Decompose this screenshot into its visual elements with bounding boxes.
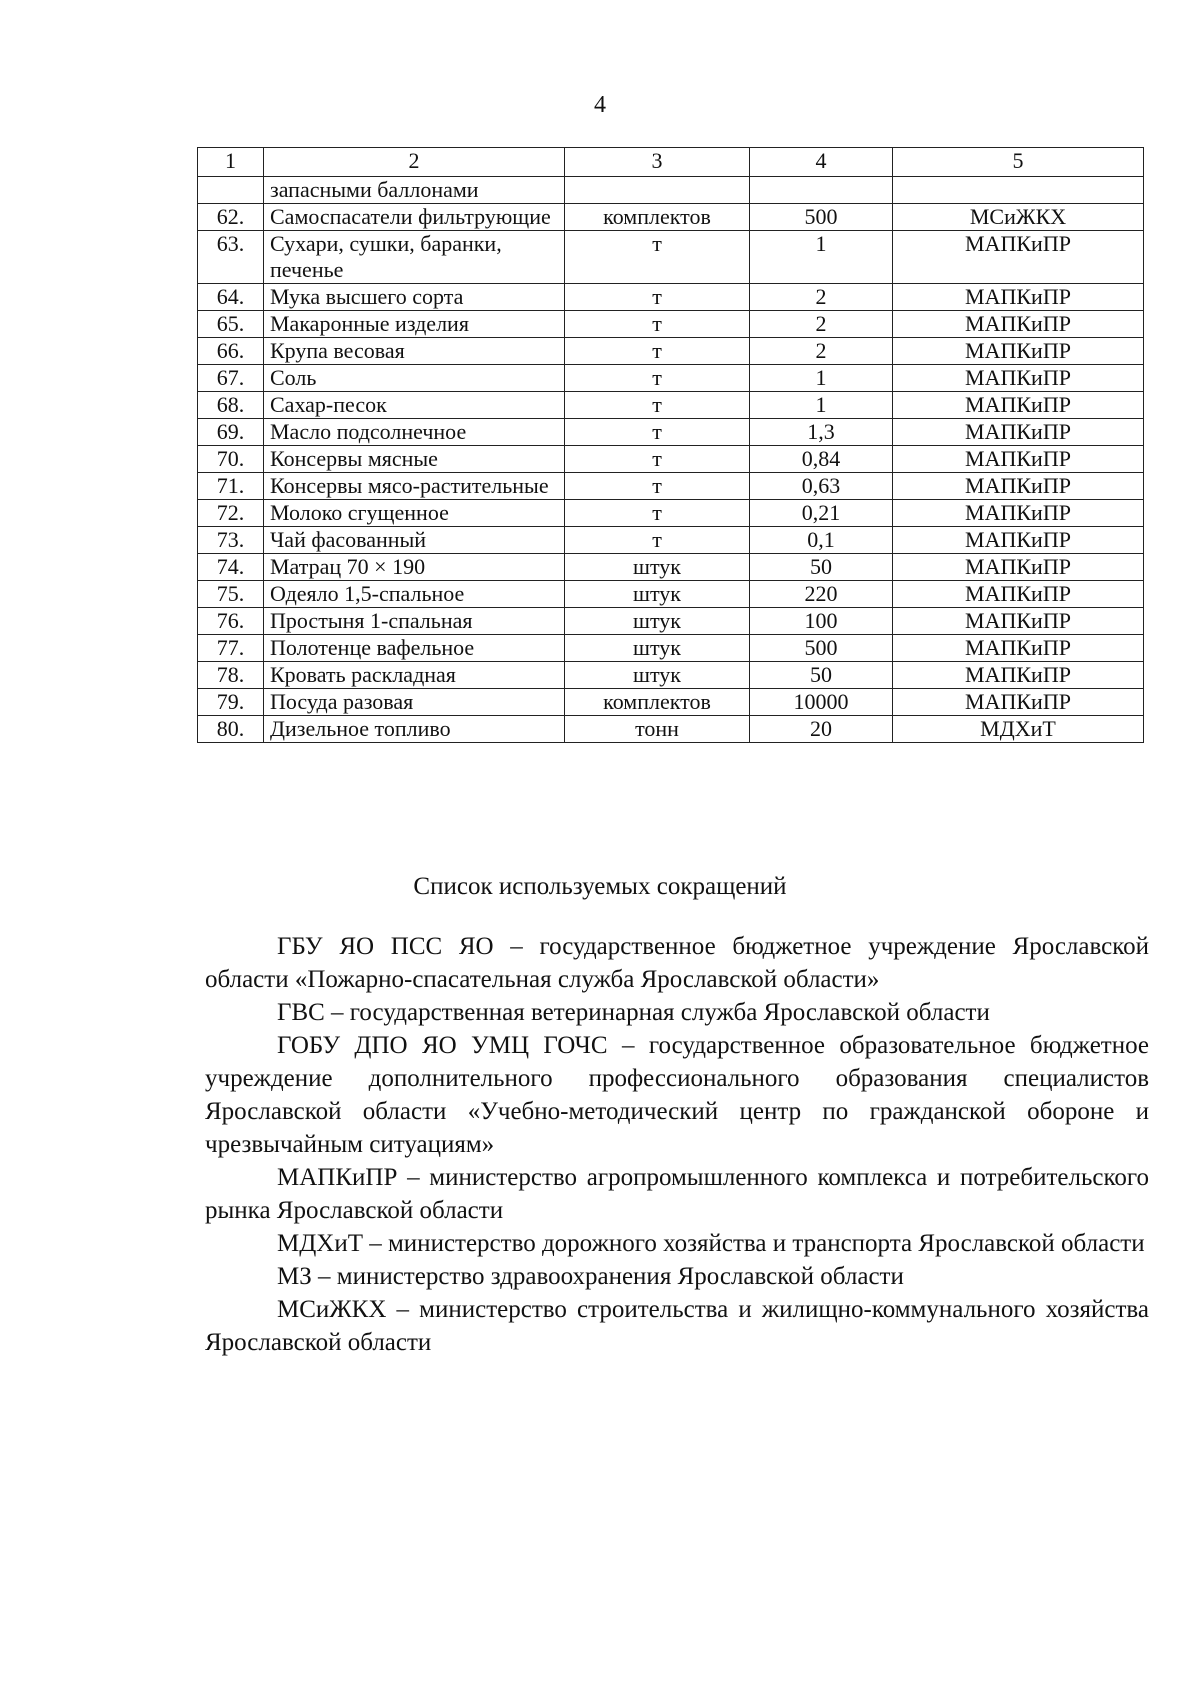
row-name: Самоспасатели фильтрующие xyxy=(264,204,565,231)
row-quantity: 50 xyxy=(750,662,893,689)
row-responsible: МАПКиПР xyxy=(893,365,1144,392)
table-row xyxy=(198,554,1144,581)
row-quantity: 0,1 xyxy=(750,527,893,554)
row-unit: штук xyxy=(565,608,750,635)
row-responsible: МАПКиПР xyxy=(893,527,1144,554)
row-unit: т xyxy=(565,527,750,554)
supplies-table xyxy=(197,147,1144,743)
row-unit: т xyxy=(565,500,750,527)
row-number: 76. xyxy=(198,608,264,635)
abbreviations-title: Список используемых сокращений xyxy=(413,873,787,900)
row-name: Консервы мясо-растительные xyxy=(264,473,565,500)
header-col-1: 1 xyxy=(198,148,264,177)
table-row xyxy=(198,500,1144,527)
row-number: 65. xyxy=(198,311,264,338)
row-name: Матрац 70 × 190 xyxy=(264,554,565,581)
row-quantity: 1 xyxy=(750,392,893,419)
abbreviation-item: МАПКиПР – министерство агропромышленного комплекса и потребительского рынка Ярославской области xyxy=(205,1164,1149,1224)
row-name: Соль xyxy=(264,365,565,392)
row-number: 67. xyxy=(198,365,264,392)
row-responsible: МАПКиПР xyxy=(893,446,1144,473)
table-row xyxy=(198,608,1144,635)
row-number: 64. xyxy=(198,284,264,311)
table-row xyxy=(198,284,1144,311)
table-row xyxy=(198,419,1144,446)
row-quantity: 20 xyxy=(750,716,893,743)
row-unit: т xyxy=(565,473,750,500)
table-row xyxy=(198,311,1144,338)
row-unit: штук xyxy=(565,581,750,608)
table-row xyxy=(198,365,1144,392)
row-responsible: МАПКиПР xyxy=(893,392,1144,419)
row-number: 79. xyxy=(198,689,264,716)
row-responsible: МДХиТ xyxy=(893,716,1144,743)
row-number: 77. xyxy=(198,635,264,662)
row-responsible: МАПКиПР xyxy=(893,662,1144,689)
row-unit: комплектов xyxy=(565,689,750,716)
continuation-text: запасными баллонами xyxy=(264,177,565,204)
row-number: 69. xyxy=(198,419,264,446)
abbreviation-item: МДХиТ – министерство дорожного хозяйства и транспорта Ярославской области xyxy=(277,1230,1145,1257)
table-row xyxy=(198,689,1144,716)
row-responsible: МАПКиПР xyxy=(893,554,1144,581)
header-col-4: 4 xyxy=(750,148,893,177)
row-quantity: 100 xyxy=(750,608,893,635)
row-responsible: МАПКиПР xyxy=(893,338,1144,365)
row-unit: т xyxy=(565,284,750,311)
row-responsible: МСиЖКХ xyxy=(893,204,1144,231)
row-quantity: 0,63 xyxy=(750,473,893,500)
row-quantity: 500 xyxy=(750,635,893,662)
row-quantity: 0,84 xyxy=(750,446,893,473)
row-number: 80. xyxy=(198,716,264,743)
row-number: 72. xyxy=(198,500,264,527)
row-name: Мука высшего сорта xyxy=(264,284,565,311)
row-unit: штук xyxy=(565,662,750,689)
row-quantity: 220 xyxy=(750,581,893,608)
row-quantity: 2 xyxy=(750,311,893,338)
row-unit: комплектов xyxy=(565,204,750,231)
row-name: Простыня 1-спальная xyxy=(264,608,565,635)
row-unit: т xyxy=(565,392,750,419)
row-name: Одеяло 1,5-спальное xyxy=(264,581,565,608)
row-name: Посуда разовая xyxy=(264,689,565,716)
row-number: 75. xyxy=(198,581,264,608)
table-row xyxy=(198,527,1144,554)
row-unit: штук xyxy=(565,554,750,581)
row-number: 62. xyxy=(198,204,264,231)
row-responsible: МАПКиПР xyxy=(893,473,1144,500)
row-name: Дизельное топливо xyxy=(264,716,565,743)
row-unit: тонн xyxy=(565,716,750,743)
row-responsible: МАПКиПР xyxy=(893,581,1144,608)
row-responsible: МАПКиПР xyxy=(893,231,1144,284)
row-name: Молоко сгущенное xyxy=(264,500,565,527)
row-unit: штук xyxy=(565,635,750,662)
row-number: 70. xyxy=(198,446,264,473)
continuation-row xyxy=(198,177,1144,204)
table-row xyxy=(198,204,1144,231)
row-unit: т xyxy=(565,446,750,473)
row-number: 78. xyxy=(198,662,264,689)
abbreviation-item: ГОБУ ДПО ЯО УМЦ ГОЧС – государственное образовательное бюджетное учреждение дополнительного профессионального образования специалистов Ярославской области «Учебно-методический центр по гражданской обороне и чрезвычайным ситуациям» xyxy=(205,1032,1149,1158)
header-col-5: 5 xyxy=(893,148,1144,177)
table-row xyxy=(198,446,1144,473)
row-name: Сухари, сушки, баранки, печенье xyxy=(264,231,565,284)
table-row xyxy=(198,231,1144,284)
row-name: Макаронные изделия xyxy=(264,311,565,338)
row-name: Консервы мясные xyxy=(264,446,565,473)
row-number: 68. xyxy=(198,392,264,419)
row-responsible: МАПКиПР xyxy=(893,689,1144,716)
table-row xyxy=(198,473,1144,500)
abbreviation-item: МЗ – министерство здравоохранения Ярославской области xyxy=(277,1263,904,1290)
row-responsible: МАПКиПР xyxy=(893,284,1144,311)
row-name: Кровать раскладная xyxy=(264,662,565,689)
page-number: 4 xyxy=(594,92,606,118)
row-quantity: 0,21 xyxy=(750,500,893,527)
row-name: Чай фасованный xyxy=(264,527,565,554)
row-name: Сахар-песок xyxy=(264,392,565,419)
abbreviations-list xyxy=(205,930,1149,1359)
row-unit: т xyxy=(565,338,750,365)
header-col-2: 2 xyxy=(264,148,565,177)
row-quantity: 1,3 xyxy=(750,419,893,446)
row-responsible: МАПКиПР xyxy=(893,635,1144,662)
row-number: 73. xyxy=(198,527,264,554)
row-number: 74. xyxy=(198,554,264,581)
row-name: Крупа весовая xyxy=(264,338,565,365)
table-row xyxy=(198,581,1144,608)
row-unit: т xyxy=(565,419,750,446)
row-quantity: 10000 xyxy=(750,689,893,716)
table-header-row xyxy=(198,148,1144,177)
row-unit: т xyxy=(565,365,750,392)
abbreviation-item: ГВС – государственная ветеринарная служба Ярославской области xyxy=(277,999,990,1026)
table-row xyxy=(198,716,1144,743)
row-responsible: МАПКиПР xyxy=(893,419,1144,446)
table-row xyxy=(198,338,1144,365)
table-row xyxy=(198,662,1144,689)
row-name: Масло подсолнечное xyxy=(264,419,565,446)
row-name: Полотенце вафельное xyxy=(264,635,565,662)
row-responsible: МАПКиПР xyxy=(893,608,1144,635)
row-quantity: 50 xyxy=(750,554,893,581)
row-responsible: МАПКиПР xyxy=(893,311,1144,338)
row-quantity: 2 xyxy=(750,338,893,365)
row-responsible: МАПКиПР xyxy=(893,500,1144,527)
header-col-3: 3 xyxy=(565,148,750,177)
row-quantity: 500 xyxy=(750,204,893,231)
row-number: 71. xyxy=(198,473,264,500)
row-number: 66. xyxy=(198,338,264,365)
row-number: 63. xyxy=(198,231,264,284)
row-quantity: 2 xyxy=(750,284,893,311)
table-row xyxy=(198,635,1144,662)
table-row xyxy=(198,392,1144,419)
row-quantity: 1 xyxy=(750,365,893,392)
row-quantity: 1 xyxy=(750,231,893,284)
abbreviation-item: МСиЖКХ – министерство строительства и жилищно-коммунального хозяйства Ярославской области xyxy=(205,1296,1149,1356)
abbreviation-item: ГБУ ЯО ПСС ЯО – государственное бюджетное учреждение Ярославской области «Пожарно-спасательная служба Ярославской области» xyxy=(205,933,1149,993)
row-unit: т xyxy=(565,311,750,338)
row-unit: т xyxy=(565,231,750,284)
